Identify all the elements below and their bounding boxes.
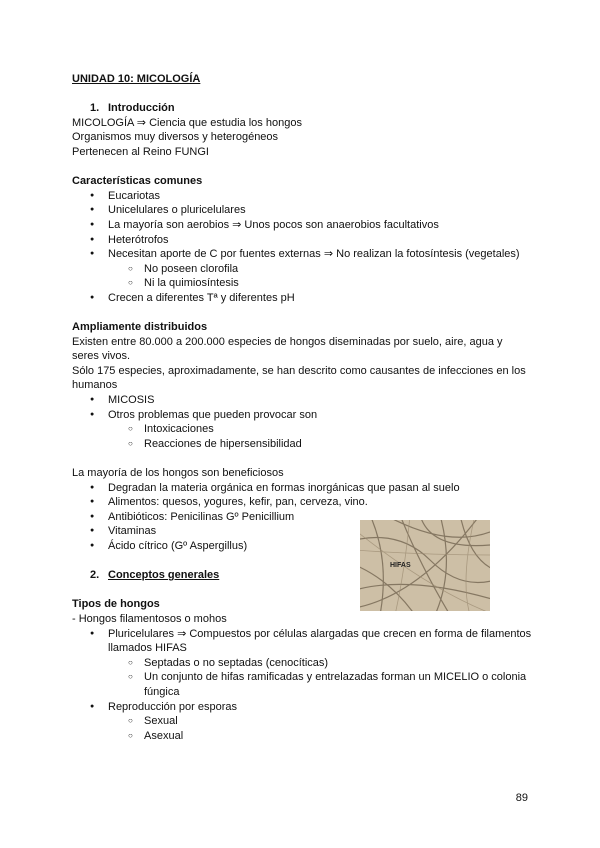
paragraph-line: Pertenecen al Reino FUNGI <box>72 145 209 158</box>
sub-list <box>108 656 532 700</box>
section-title: Introducción <box>108 102 175 115</box>
subheading-caracteristicas: Características comunes <box>72 175 203 188</box>
list-item: ● Heterótrofos <box>72 233 532 248</box>
section-heading-introduccion <box>72 101 532 116</box>
list-item: ● Alimentos: quesos, yogures, kefir, pan, cerveza, vino. <box>72 495 532 510</box>
sub-list-item: ○ Un conjunto de hifas ramificadas y entrelazadas forman un MICELIO o colonia fúngica <box>72 670 532 699</box>
hyphae-micrograph-image <box>360 520 490 611</box>
list-item <box>72 408 532 452</box>
paragraph-line: Organismos muy diversos y heterogéneos <box>72 131 279 144</box>
document-page <box>72 72 532 743</box>
list-item <box>72 627 532 700</box>
bullet-list <box>72 627 532 744</box>
bullet-list <box>72 393 532 451</box>
list-item: ● MICOSIS <box>72 393 532 408</box>
section-title: Conceptos generales <box>108 569 220 582</box>
list-item: ● La mayoría son aerobios ⇒ Unos pocos son anaerobios facultativos <box>72 218 532 233</box>
list-item: ● Crecen a diferentes Tª y diferentes pH <box>72 291 532 306</box>
list-item <box>72 700 532 744</box>
list-item: ● Eucariotas <box>72 189 532 204</box>
list-item: ● Degradan la materia orgánica en formas inorgánicas que pasan al suelo <box>72 481 532 496</box>
image-label: HIFAS <box>390 562 411 569</box>
paragraph: - Hongos filamentosos o mohos <box>72 612 227 625</box>
list-item-text: Necesitan aporte de C por fuentes externas ⇒ No realizan la fotosíntesis (vegetales) <box>108 248 520 261</box>
sub-list <box>108 714 532 743</box>
sub-list-item: ○ Asexual <box>72 729 532 744</box>
subheading-tipos: Tipos de hongos <box>72 598 160 611</box>
list-item-text: Pluricelulares ⇒ Compuestos por células alargadas que crecen en forma de filamentos llamados HIFAS <box>108 627 532 655</box>
sub-list-item: ○ No poseen clorofila <box>72 262 532 277</box>
sub-list-item: ○ Ni la quimiosíntesis <box>72 276 532 291</box>
section-number: 1. <box>90 102 100 115</box>
list-item-text: Reproducción por esporas <box>108 700 238 713</box>
paragraph: La mayoría de los hongos son beneficiosos <box>72 467 284 480</box>
list-item <box>72 247 532 291</box>
paragraph: Existen entre 80.000 a 200.000 especies de hongos diseminadas por suelo, aire, agua y seres vivos. <box>72 335 503 363</box>
bullet-list <box>72 189 532 306</box>
hyphae-micrograph-drawing <box>360 520 490 611</box>
sub-list <box>108 262 532 291</box>
list-item-text: Otros problemas que pueden provocar son <box>108 408 318 421</box>
section-number: 2. <box>90 569 100 582</box>
list-item: ● Unicelulares o pluricelulares <box>72 203 532 218</box>
sub-list-item: ○ Septadas o no septadas (cenocíticas) <box>72 656 532 671</box>
sub-list-item: ○ Intoxicaciones <box>72 422 532 437</box>
paragraph: Sólo 175 especies, aproximadamente, se han descrito como causantes de infecciones en los humanos <box>72 364 526 392</box>
sub-list-item: ○ Reacciones de hipersensibilidad <box>72 437 532 452</box>
sub-list-item: ○ Sexual <box>72 714 532 729</box>
list-item: ● Vitaminas <box>72 524 532 539</box>
document-title: UNIDAD 10: MICOLOGÍA <box>72 73 201 85</box>
paragraph-line: MICOLOGÍA ⇒ Ciencia que estudia los hongos <box>72 116 302 129</box>
page-number: 89 <box>515 792 528 805</box>
list-item: ● Ácido cítrico (Gº Aspergillus) <box>72 539 532 554</box>
subheading-distribuidos: Ampliamente distribuidos <box>72 321 208 334</box>
list-item: ● Antibióticos: Penicilinas Gº Penicillium <box>72 510 532 525</box>
sub-list <box>108 422 532 451</box>
